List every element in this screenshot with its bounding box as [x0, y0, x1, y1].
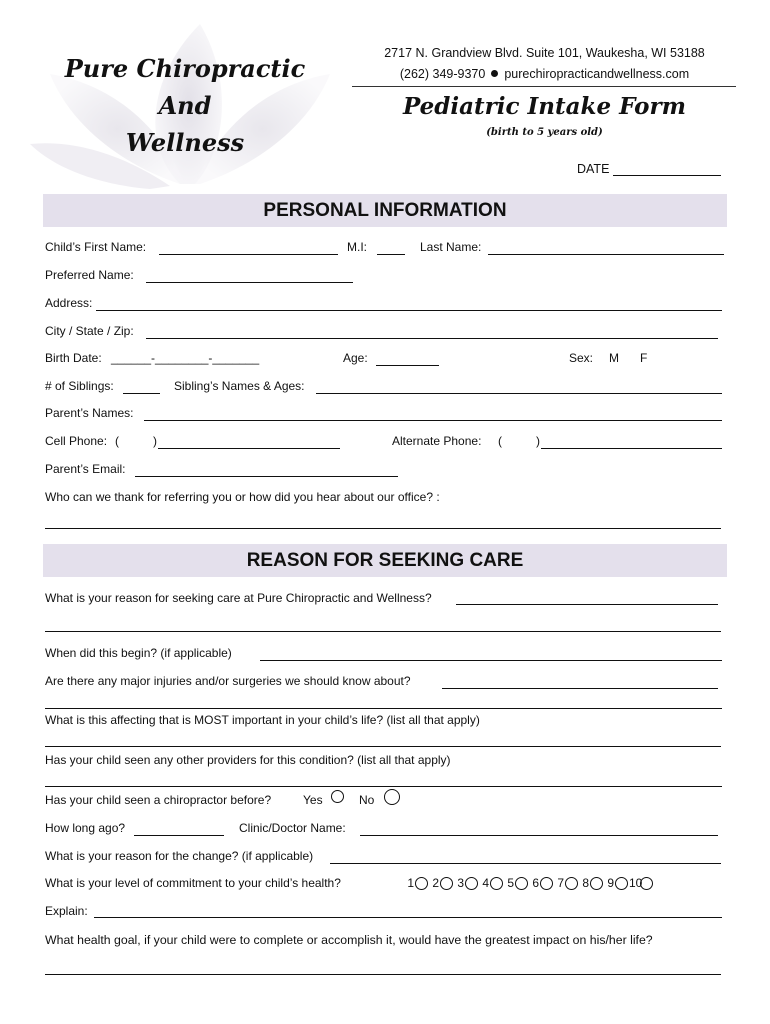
reason-label: What is your reason for seeking care at Pure Chiropractic and Wellness? [45, 591, 432, 605]
section-personal-information: PERSONAL INFORMATION [43, 194, 727, 227]
mi-line[interactable] [377, 254, 405, 255]
first-name-label: Child’s First Name: [45, 240, 147, 254]
radio-circle-icon[interactable] [465, 877, 478, 890]
commitment-option-1[interactable] [404, 876, 428, 890]
commitment-number: 8 [582, 876, 589, 890]
affecting-line[interactable] [45, 746, 721, 747]
cell-area-open: ( [115, 434, 119, 448]
clinic-phone: (262) 349-9370 [399, 67, 486, 81]
address-label: Address: [45, 296, 93, 310]
radio-circle-icon[interactable] [515, 877, 528, 890]
commitment-option-10[interactable] [629, 876, 653, 890]
injuries-label: Are there any major injuries and/or surgeries we should know about? [45, 674, 411, 688]
yes-radio[interactable] [331, 790, 344, 803]
injuries-line-1[interactable] [442, 688, 718, 689]
city-label: City / State / Zip: [45, 324, 134, 338]
change-line[interactable] [330, 863, 721, 864]
parents-names-label: Parent’s Names: [45, 406, 134, 420]
form-title: Pediatric Intake Form [403, 93, 686, 120]
began-line[interactable] [260, 660, 722, 661]
brand-line-2: And [158, 91, 212, 120]
brand-line-1: Pure Chiropractic [64, 54, 306, 83]
commitment-number: 4 [482, 876, 489, 890]
commitment-option-5[interactable] [504, 876, 528, 890]
birth-date-format[interactable]: ______-________-_______ [111, 351, 260, 365]
commitment-option-2[interactable] [429, 876, 453, 890]
explain-line[interactable] [94, 917, 722, 918]
date-input-line[interactable] [613, 163, 721, 176]
radio-circle-icon[interactable] [540, 877, 553, 890]
cell-area-close: ) [153, 434, 157, 448]
commitment-number: 10 [629, 876, 643, 890]
clinic-website: purechiropracticandwellness.com [504, 67, 690, 81]
parents-email-line[interactable] [135, 476, 398, 477]
siblings-names-label: Sibling’s Names & Ages: [174, 379, 305, 393]
commitment-number: 5 [507, 876, 514, 890]
sex-label: Sex: [569, 351, 594, 365]
commitment-option-4[interactable] [479, 876, 503, 890]
providers-line[interactable] [45, 786, 722, 787]
how-long-line[interactable] [134, 835, 224, 836]
bullet-icon [491, 70, 498, 77]
health-goal-label: What health goal, if your child were to complete or accomplish it, would have the greatest impact on his/her life? [45, 933, 653, 947]
commitment-number: 2 [432, 876, 439, 890]
clinic-line[interactable] [360, 835, 718, 836]
commitment-option-8[interactable] [579, 876, 603, 890]
commitment-scale [404, 876, 654, 890]
change-label: What is your reason for the change? (if applicable) [45, 849, 314, 863]
began-label: When did this begin? (if applicable) [45, 646, 232, 660]
commitment-number: 3 [457, 876, 464, 890]
parents-email-label: Parent’s Email: [45, 462, 126, 476]
explain-label: Explain: [45, 904, 88, 918]
date-label: DATE [577, 162, 610, 176]
radio-circle-icon[interactable] [490, 877, 503, 890]
commitment-number: 1 [407, 876, 414, 890]
birth-date-label: Birth Date: [45, 351, 102, 365]
alt-area-open: ( [498, 434, 502, 448]
commitment-number: 6 [532, 876, 539, 890]
commitment-number: 7 [557, 876, 564, 890]
cell-phone-label: Cell Phone: [45, 434, 108, 448]
siblings-names-line[interactable] [316, 393, 722, 394]
health-goal-line[interactable] [45, 974, 721, 975]
yes-label: Yes [303, 793, 323, 807]
parents-names-line[interactable] [144, 420, 722, 421]
reason-line-1[interactable] [456, 604, 718, 605]
first-name-line[interactable] [159, 254, 338, 255]
date-field [577, 162, 721, 176]
siblings-count-label: # of Siblings: [45, 379, 114, 393]
how-long-label: How long ago? [45, 821, 126, 835]
city-line[interactable] [146, 338, 718, 339]
address-line[interactable] [96, 310, 722, 311]
commitment-option-6[interactable] [529, 876, 553, 890]
cell-phone-line[interactable] [158, 448, 340, 449]
injuries-line-2[interactable] [45, 708, 722, 709]
preferred-name-label: Preferred Name: [45, 268, 134, 282]
radio-circle-icon[interactable] [590, 877, 603, 890]
mi-label: M.I: [347, 240, 367, 254]
commitment-option-7[interactable] [554, 876, 578, 890]
commitment-option-3[interactable] [454, 876, 478, 890]
siblings-count-line[interactable] [123, 393, 160, 394]
radio-circle-icon[interactable] [440, 877, 453, 890]
referral-label: Who can we thank for referring you or how did you hear about our office? : [45, 490, 440, 504]
sex-option-m[interactable]: M [609, 351, 619, 365]
alt-phone-label: Alternate Phone: [392, 434, 482, 448]
section-reason-for-care: REASON FOR SEEKING CARE [43, 544, 727, 577]
radio-circle-icon[interactable] [615, 877, 628, 890]
radio-circle-icon[interactable] [415, 877, 428, 890]
chiro-before-label: Has your child seen a chiropractor before? [45, 793, 272, 807]
clinic-label: Clinic/Doctor Name: [239, 821, 346, 835]
providers-label: Has your child seen any other providers for this condition? (list all that apply) [45, 753, 451, 767]
alt-phone-line[interactable] [541, 448, 722, 449]
clinic-address: 2717 N. Grandview Blvd. Suite 101, Waukesha, WI 53188 [384, 46, 705, 60]
form-subtitle: (birth to 5 years old) [486, 127, 603, 138]
age-line[interactable] [376, 365, 439, 366]
clinic-contact [352, 43, 737, 85]
last-name-line[interactable] [488, 254, 724, 255]
referral-line[interactable] [45, 528, 721, 529]
radio-circle-icon[interactable] [640, 877, 653, 890]
brand-line-3: Wellness [125, 128, 245, 157]
age-label: Age: [343, 351, 368, 365]
clinic-phone-web [352, 64, 737, 85]
no-label: No [359, 793, 375, 807]
header-divider [352, 86, 736, 87]
preferred-name-line[interactable] [146, 282, 353, 283]
reason-line-2[interactable] [45, 631, 721, 632]
commitment-option-9[interactable] [604, 876, 628, 890]
radio-circle-icon[interactable] [565, 877, 578, 890]
sex-option-f[interactable]: F [640, 351, 648, 365]
brand-logo-text [60, 50, 310, 161]
no-radio[interactable] [384, 789, 400, 805]
affecting-label: What is this affecting that is MOST important in your child’s life? (list all that apply) [45, 713, 480, 727]
commitment-label: What is your level of commitment to your child’s health? [45, 876, 341, 890]
alt-area-close: ) [536, 434, 540, 448]
commitment-number: 9 [607, 876, 614, 890]
last-name-label: Last Name: [420, 240, 482, 254]
